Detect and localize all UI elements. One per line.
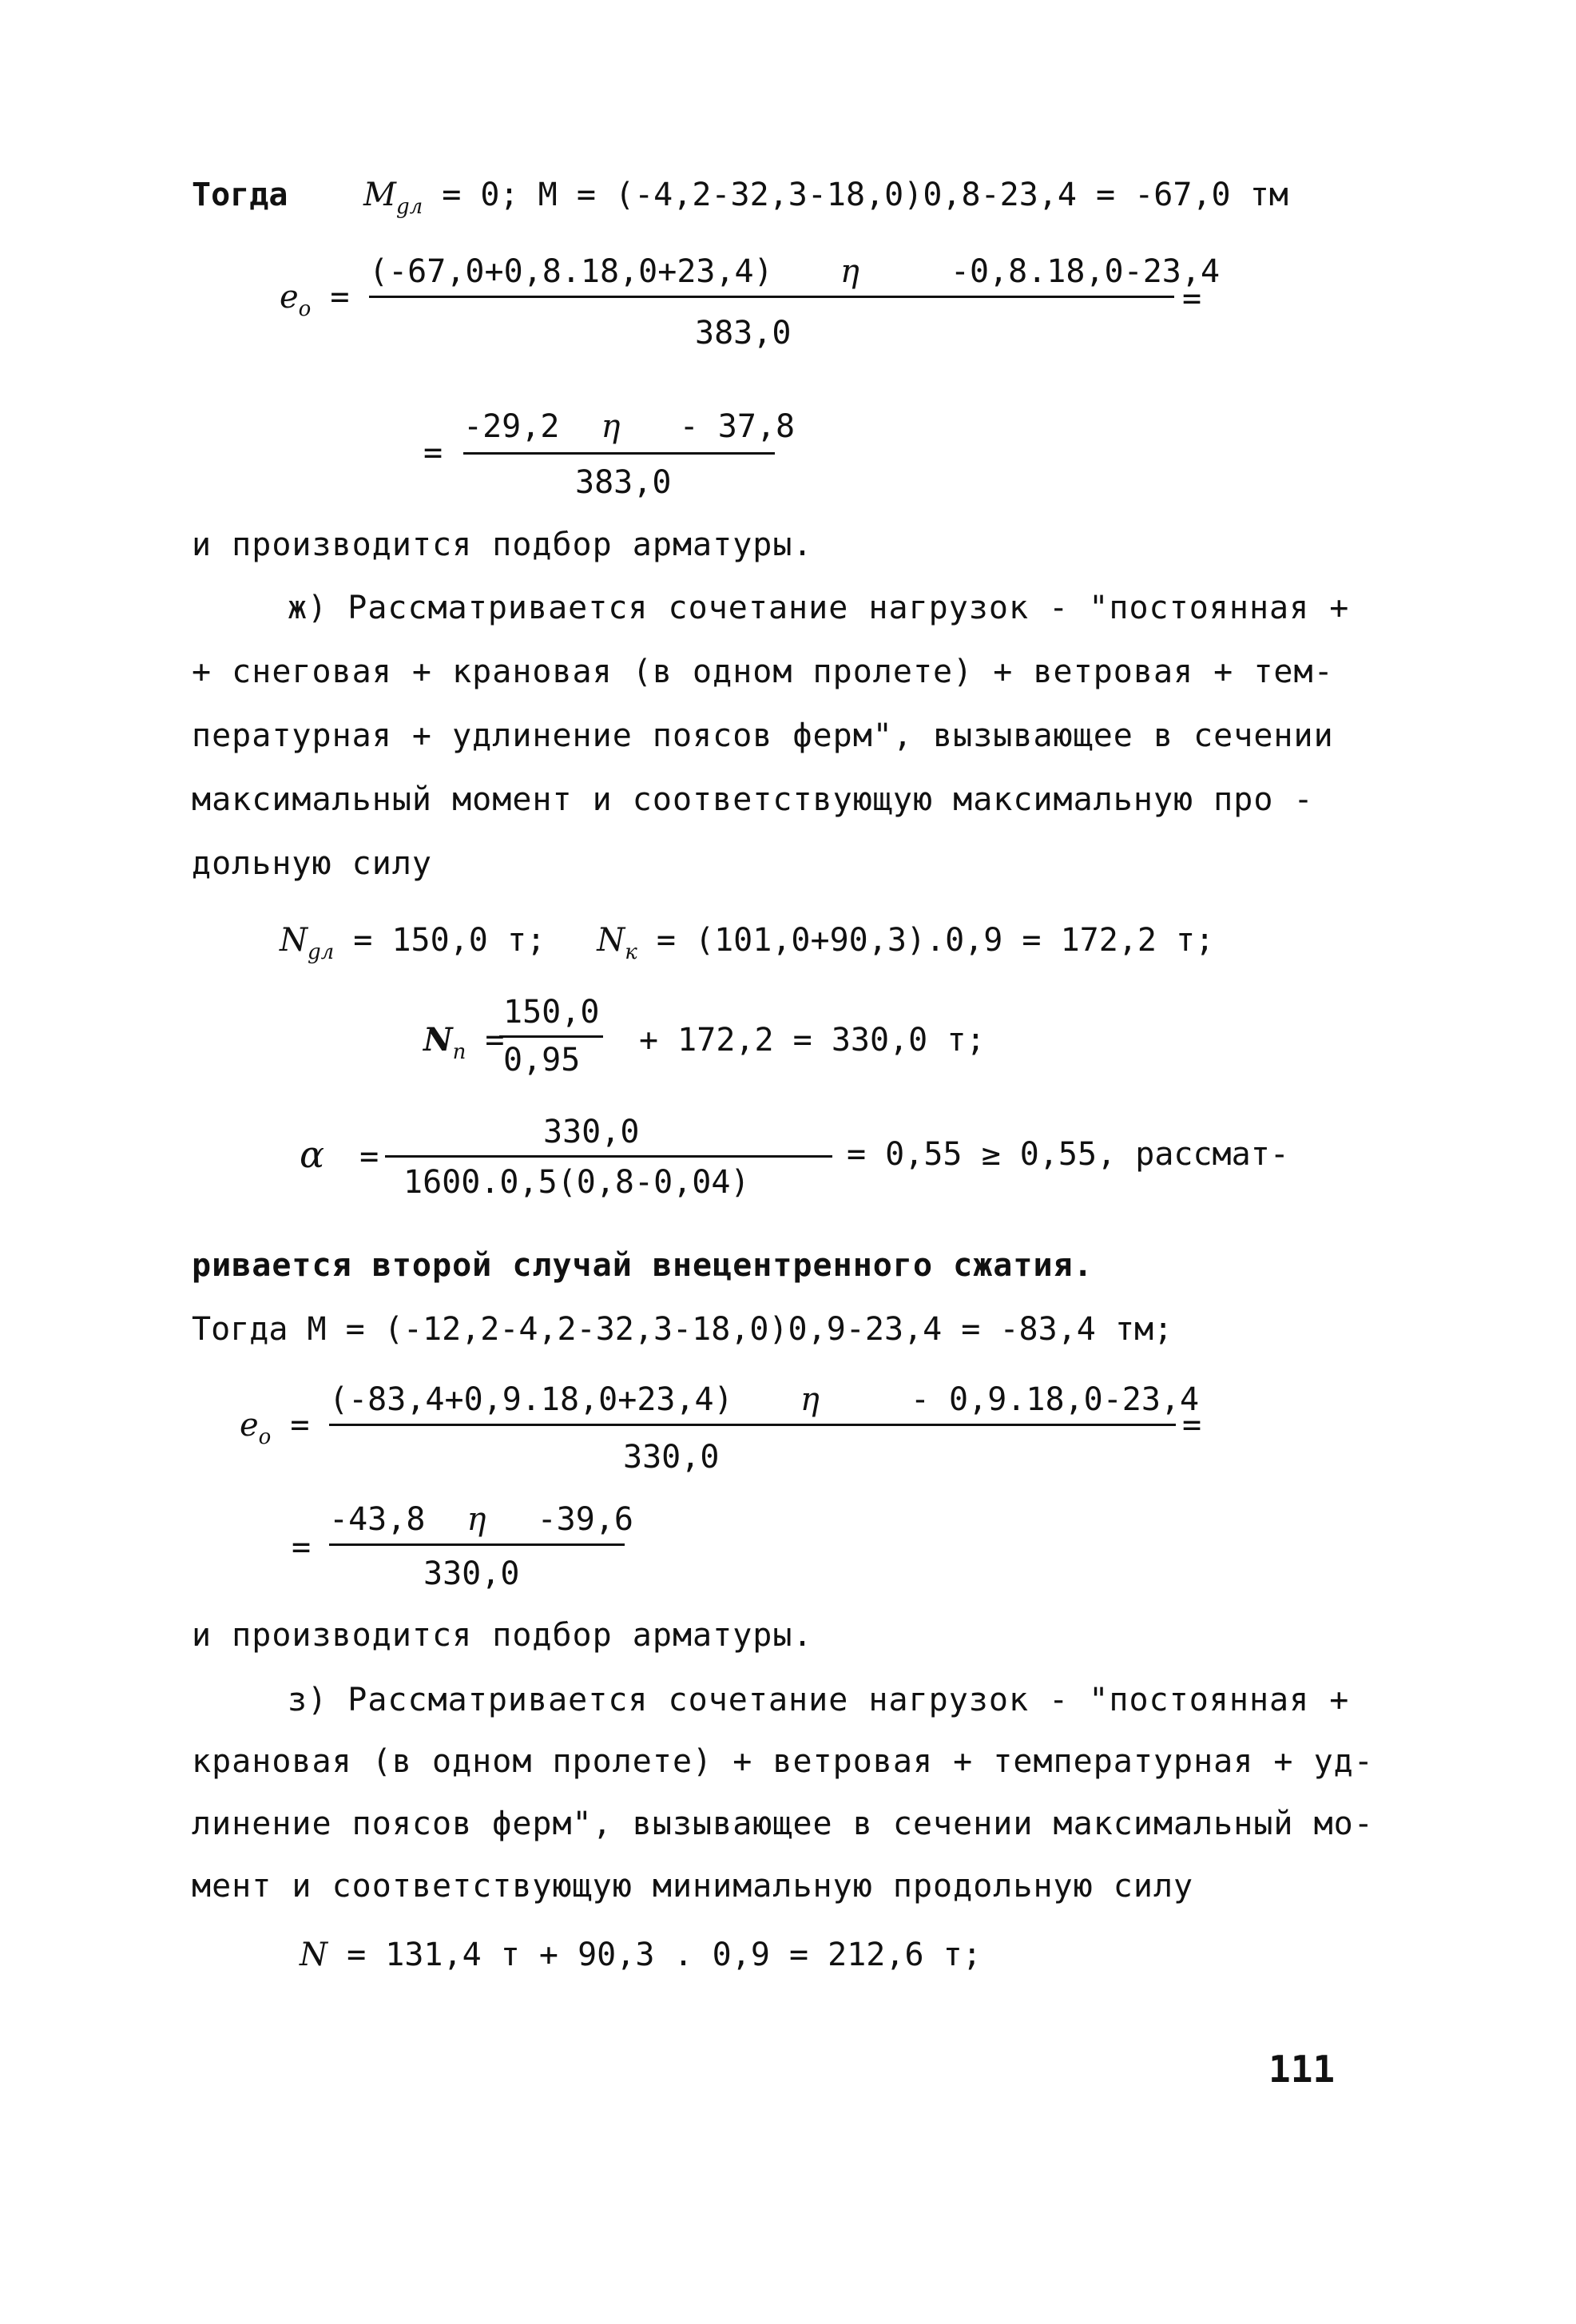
fraction-numerator-c (329, 1382, 1199, 1417)
np-numerator: 150,0 (503, 994, 600, 1031)
alpha-rest: = 0,55 ≥ 0,55, рассмат- (847, 1136, 1289, 1173)
moment-expression (363, 177, 1288, 219)
nk-symbol: N (597, 922, 625, 959)
fraction-denominator-b: 383,0 (575, 464, 672, 501)
page-number: 111 (1268, 2048, 1336, 2091)
numerator-left: (-67,0+0,8.18,0+23,4) (369, 253, 773, 290)
eta-symbol: η (601, 408, 621, 445)
alpha-symbol (300, 1134, 379, 1175)
n-subscript: gл (308, 940, 335, 964)
np-fraction-bar (499, 1035, 603, 1038)
fraction-bar-c (329, 1424, 1176, 1426)
numerator-right: -39,6 (537, 1501, 633, 1538)
moment-subscript: gл (395, 195, 423, 219)
para-zh-line: пературная + удлинение поясов ферм", вызывающее в сечении (192, 717, 1334, 754)
fraction-bar-a (369, 296, 1174, 298)
para-z-line: крановая (в одном пролете) + ветровая + температурная + уд- (192, 1743, 1374, 1780)
numerator-left: -29,2 (463, 408, 560, 445)
equals-sign: = (485, 1022, 505, 1059)
n-symbol: N (280, 922, 308, 959)
np-symbol (423, 1021, 505, 1064)
np-denominator: 0,95 (503, 1042, 581, 1079)
np-subscript: п (452, 1040, 466, 1064)
e-symbol: e (240, 1407, 259, 1444)
then-word: Тогда (192, 177, 288, 213)
para-zh-line: ж) Рассматривается сочетание нагрузок - "постоянная + (288, 590, 1350, 626)
fraction-numerator-a (369, 254, 1220, 289)
eccentricity-symbol-c (240, 1407, 310, 1449)
normal-force-line (280, 922, 1215, 964)
para-zh-line: дольную силу (192, 845, 432, 882)
para-z-line: з) Рассматривается сочетание нагрузок - "постоянная + (288, 1682, 1350, 1718)
second-case-text: ривается второй случай внецентренного сжатия. (192, 1247, 1094, 1284)
numerator-right: - 37,8 (679, 408, 796, 445)
alpha-letter: α (300, 1133, 325, 1176)
n-symbol: N (300, 1937, 328, 1973)
n-value: = 150,0 т; (353, 922, 546, 959)
nk-subscript: к (625, 940, 637, 964)
eccentricity-symbol-a (280, 279, 350, 321)
eta-symbol: η (466, 1501, 486, 1538)
alpha-denominator: 1600.0,5(0,8-0,04) (403, 1164, 750, 1201)
moment-line-2: Тогда M = (-12,2-4,2-32,3-18,0)0,9-23,4 = -83,4 тм; (192, 1311, 1173, 1348)
alpha-numerator: 330,0 (543, 1114, 640, 1150)
alpha-fraction-bar (385, 1155, 832, 1158)
numerator-right: - 0,9.18,0-23,4 (910, 1381, 1200, 1418)
moment-symbol: M (363, 177, 396, 213)
fraction-denominator-a: 383,0 (695, 315, 792, 352)
trailing-equals-c: = (1182, 1407, 1202, 1444)
numerator-left: (-83,4+0,9.18,0+23,4) (329, 1381, 733, 1418)
e-subscript: o (298, 297, 312, 321)
fraction-numerator-d (329, 1502, 633, 1537)
np-rest: + 172,2 = 330,0 т; (639, 1022, 986, 1059)
selection-text-a: и производится подбор арматуры. (192, 526, 813, 563)
moment-equation: = 0; M = (-4,2-32,3-18,0)0,8-23,4 = -67,0 тм (442, 177, 1288, 213)
normal-force-last (300, 1937, 982, 1972)
e-subscript: o (258, 1425, 272, 1449)
para-zh-line: + снеговая + крановая (в одном пролете) + ветровая + тем- (192, 654, 1334, 690)
equals-sign: = (330, 279, 350, 316)
fraction-bar-d (329, 1543, 625, 1546)
eta-symbol: η (840, 253, 859, 290)
numerator-left: -43,8 (329, 1501, 426, 1538)
trailing-equals-a: = (1182, 280, 1202, 317)
para-zh-line: максимальный момент и соответствующую максимальную про - (192, 781, 1314, 818)
equals-sign: = (290, 1407, 310, 1444)
eta-symbol: η (800, 1381, 820, 1418)
equals-sign-b: = (423, 435, 443, 471)
np-letter: N (423, 1021, 453, 1059)
n-value: = 131,4 т + 90,3 . 0,9 = 212,6 т; (347, 1937, 982, 1973)
numerator-right: -0,8.18,0-23,4 (950, 253, 1221, 290)
nk-value: = (101,0+90,3).0,9 = 172,2 т; (656, 922, 1215, 959)
fraction-denominator-d: 330,0 (423, 1555, 520, 1592)
para-z-line: мент и соответствующую минимальную продольную силу (192, 1868, 1194, 1905)
para-z-line: линение поясов ферм", вызывающее в сечении максимальный мо- (192, 1806, 1374, 1842)
equals-sign: = (359, 1138, 379, 1175)
equals-sign-d: = (292, 1529, 312, 1566)
selection-text-c: и производится подбор арматуры. (192, 1617, 813, 1654)
fraction-numerator-b (463, 409, 795, 444)
fraction-denominator-c: 330,0 (623, 1439, 720, 1476)
e-symbol: e (280, 279, 299, 316)
fraction-bar-b (463, 452, 775, 455)
